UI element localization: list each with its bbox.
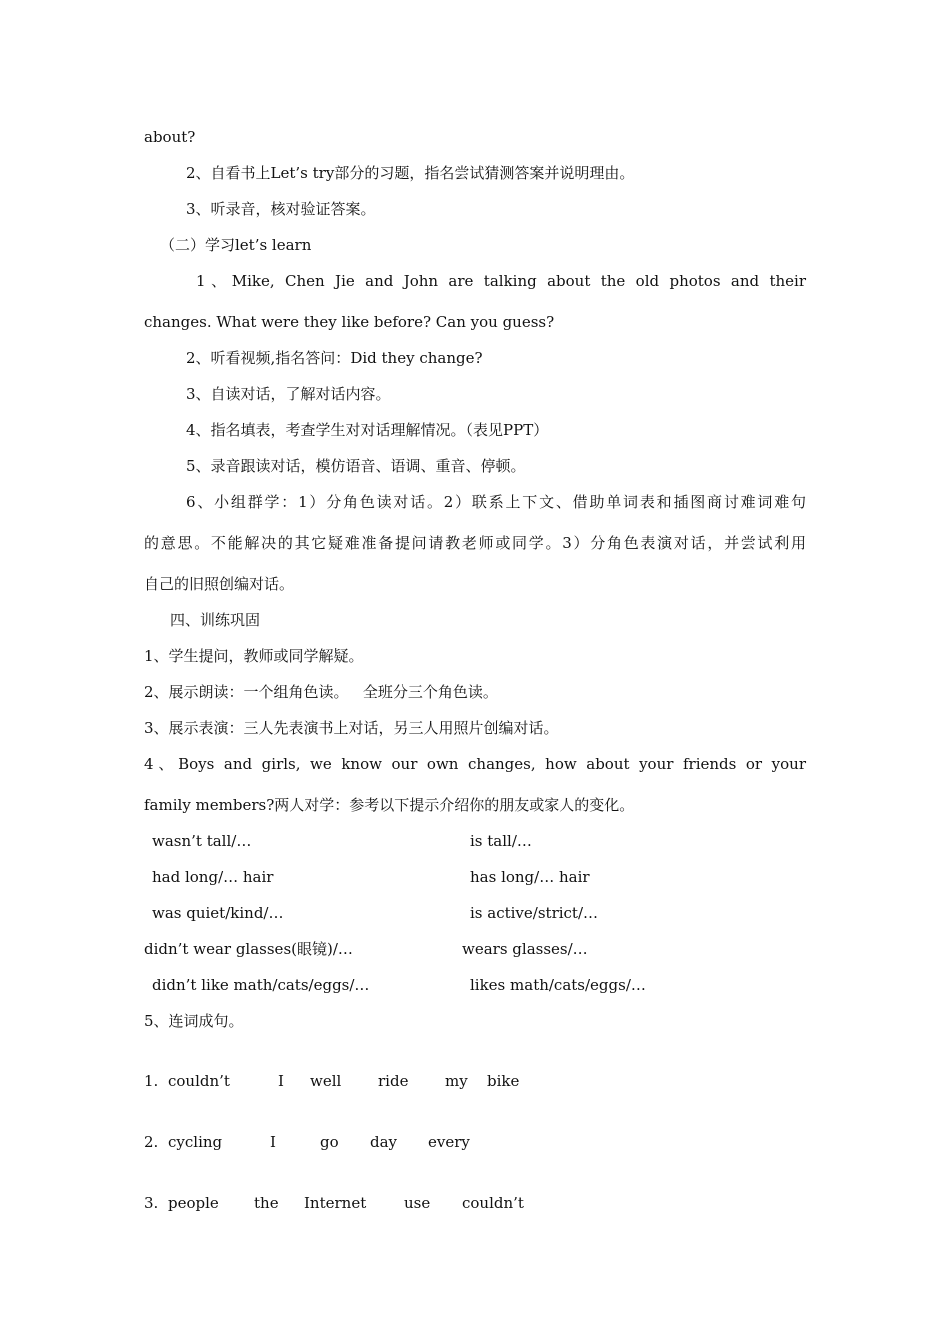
hint-now: likes math/cats/eggs/…	[470, 976, 646, 994]
exercise-word: I	[278, 1072, 284, 1090]
section-heading: （二）学习let’s learn	[160, 236, 312, 254]
hint-before: wasn’t tall/…	[152, 832, 252, 850]
exercise-word: ride	[378, 1072, 409, 1090]
text-line: 4、Boys and girls, we know our own changes, how about your friends or your	[144, 755, 806, 773]
exercise-word: day	[370, 1133, 398, 1151]
exercise-number: 1.	[144, 1072, 159, 1090]
text-line: family members?两人对学：参考以下提示介绍你的朋友或家人的变化。	[144, 796, 635, 814]
text-line: 3、自读对话，了解对话内容。	[186, 385, 391, 403]
hint-now: has long/… hair	[470, 868, 590, 886]
hint-before: didn’t wear glasses(眼镜)/…	[144, 940, 353, 958]
text-line: 1、学生提问，教师或同学解疑。	[144, 647, 364, 665]
text-line: 的意思。不能解决的其它疑难准备提问请教老师或同学。3）分角色表演对话，并尝试利用	[144, 534, 806, 552]
hint-now: is active/strict/…	[470, 904, 599, 922]
text-line: 自己的旧照创编对话。	[144, 575, 295, 593]
text-line: 2、听看视频,指名答问：Did they change?	[186, 349, 483, 367]
exercise-word: the	[254, 1194, 279, 1212]
text-line: 1、Mike, Chen Jie and John are talking about the old photos and their	[196, 272, 806, 290]
exercise-number: 3.	[144, 1194, 159, 1212]
exercise-word: use	[404, 1194, 431, 1212]
hint-before: was quiet/kind/…	[152, 904, 284, 922]
text-line: changes. What were they like before? Can you guess?	[144, 313, 555, 331]
exercise-number: 2.	[144, 1133, 159, 1151]
text-line: about?	[144, 128, 196, 146]
exercise-word: my	[445, 1072, 468, 1090]
text-line: 2、展示朗读：一个组角色读。 全班分三个角色读。	[144, 683, 498, 701]
text-line: 5、录音跟读对话，模仿语音、语调、重音、停顿。	[186, 457, 526, 475]
exercise-word: cycling	[168, 1133, 223, 1151]
hint-before: didn’t like math/cats/eggs/…	[152, 976, 370, 994]
hint-now: is tall/…	[470, 832, 532, 850]
text-line: 4、指名填表，考查学生对对话理解情况。（表见PPT）	[186, 421, 549, 439]
section-heading: 5、连词成句。	[144, 1012, 244, 1030]
text-line: 3、展示表演：三人先表演书上对话，另三人用照片创编对话。	[144, 719, 559, 737]
exercise-word: every	[428, 1133, 470, 1151]
hint-now: wears glasses/…	[462, 940, 588, 958]
exercise-word: Internet	[304, 1194, 367, 1212]
exercise-word: people	[168, 1194, 219, 1212]
exercise-word: well	[310, 1072, 342, 1090]
exercise-word: I	[270, 1133, 276, 1151]
section-heading: 四、训练巩固	[170, 611, 261, 629]
exercise-word: go	[320, 1133, 339, 1151]
exercise-word: bike	[487, 1072, 520, 1090]
text-line: 3、听录音，核对验证答案。	[186, 200, 376, 218]
text-line: 2、自看书上Let’s try部分的习题，指名尝试猜测答案并说明理由。	[186, 164, 635, 182]
exercise-word: couldn’t	[462, 1194, 524, 1212]
text-line: 6、小组群学：1）分角色读对话。2）联系上下文、借助单词表和插图商讨难词难句	[186, 493, 806, 511]
hint-before: had long/… hair	[152, 868, 274, 886]
exercise-word: couldn’t	[168, 1072, 230, 1090]
